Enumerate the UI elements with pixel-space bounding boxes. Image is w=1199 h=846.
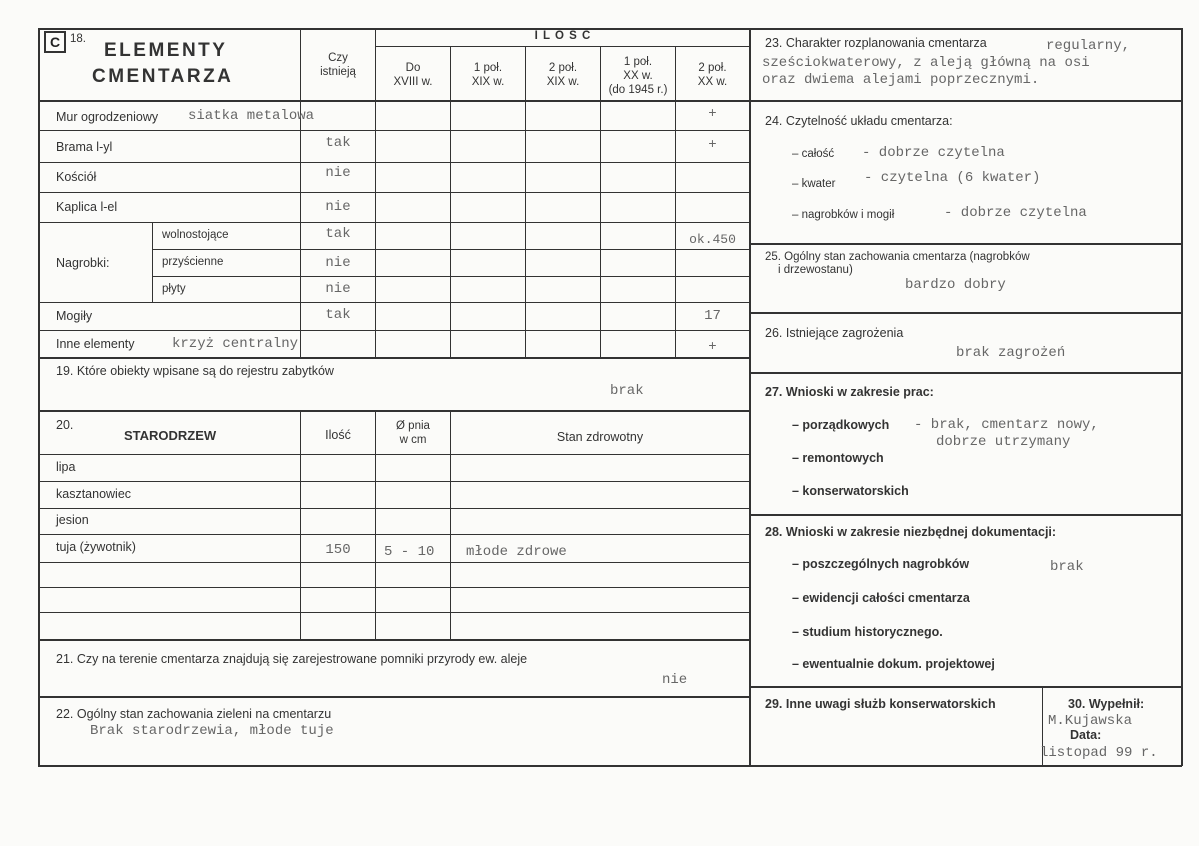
period-4-line3: (do 1945 r.)	[608, 84, 668, 96]
s24-value-2: - czytelna (6 kwater)	[864, 170, 1041, 186]
exists-header-1: Czy	[328, 52, 348, 64]
tree-row-2-name: kasztanowiec	[56, 487, 132, 501]
row-exists-gate: tak	[325, 135, 351, 151]
s28-item-1: – poszczególnych nagrobków	[792, 557, 970, 571]
s25-label-2: i drzewostanu)	[778, 264, 853, 276]
row-label-gate: Brama l-yl	[56, 140, 113, 154]
s25-value: bardzo dobry	[905, 277, 1006, 293]
period-3-line1: 2 poł.	[548, 62, 578, 74]
title-line-2: CMENTARZA	[92, 66, 234, 87]
s27-value-1b: dobrze utrzymany	[936, 434, 1071, 450]
s25-label-1: 25. Ogólny stan zachowania cmentarza (nagrobków	[765, 251, 1030, 263]
s28-label: 28. Wnioski w zakresie niezbędnej dokumentacji:	[765, 525, 1057, 539]
row-last-other: +	[708, 339, 717, 355]
s20-qty-header: Ilość	[325, 428, 351, 442]
period-5-line1: 2 poł.	[698, 62, 727, 74]
quantity-header: I L O Ś Ć	[534, 30, 592, 42]
tree-row-3-name: jesion	[56, 513, 89, 527]
period-1-line2: XVIII w.	[393, 76, 433, 88]
row-label-wall-mounted: przyścienne	[162, 256, 224, 268]
s23-value-3: oraz dwiema alejami poprzecznymi.	[762, 72, 1040, 88]
s23-value-2: sześciokwaterowy, z aleją główną na osi	[762, 55, 1090, 71]
section-letter-box	[44, 31, 66, 53]
s27-value-1: - brak, cmentarz nowy,	[914, 417, 1099, 433]
s26-label: 26. Istniejące zagrożenia	[765, 326, 904, 340]
s26-value: brak zagrożeń	[956, 345, 1066, 361]
s27-item-2: – remontowych	[792, 451, 884, 465]
s29-label: 29. Inne uwagi służb konserwatorskich	[765, 697, 996, 711]
row-last-wall: +	[708, 106, 717, 122]
section-number: 18.	[70, 33, 86, 45]
s20-dia-header-2: w cm	[399, 434, 427, 446]
s23-label: 23. Charakter rozplanowania cmentarza	[765, 36, 987, 50]
row-exists-slabs: nie	[325, 281, 351, 297]
exists-header-2: istnieją	[320, 66, 356, 78]
period-3-line2: XIX w.	[546, 76, 580, 88]
period-2-line2: XIX w.	[471, 76, 505, 88]
s20-dia-header-1: Ø pnia	[396, 420, 430, 432]
s19-value: brak	[610, 383, 644, 399]
s30-name: M.Kujawska	[1048, 713, 1133, 729]
s22-value: Brak starodrzewia, młode tuje	[90, 723, 334, 739]
row-label-church: Kościół	[56, 170, 97, 184]
s21-value: nie	[662, 672, 688, 688]
tree-row-4-dia: 5 - 10	[384, 544, 435, 560]
row-exists-graves: tak	[325, 307, 351, 323]
s30-date: listopad 99 r.	[1040, 745, 1158, 761]
row-exists-church: nie	[325, 165, 351, 181]
s27-item-1: – porządkowych	[792, 418, 890, 432]
s21-label: 21. Czy na terenie cmentarza znajdują się zarejestrowane pomniki przyrody ew. aleje	[56, 652, 528, 666]
s28-item-2: – ewidencji całości cmentarza	[792, 591, 970, 605]
row-label-chapel: Kaplica l-el	[56, 200, 118, 214]
s20-title: STARODRZEW	[124, 428, 217, 443]
period-1-line1: Do	[405, 62, 421, 74]
s20-health-header: Stan zdrowotny	[556, 430, 644, 444]
period-5-line2: XX w.	[697, 76, 728, 88]
s28-item-3: – studium historycznego.	[792, 625, 943, 639]
s30-label: 30. Wypełnił:	[1068, 697, 1145, 711]
s24-value-3: - dobrze czytelna	[944, 205, 1087, 221]
row-label-other: Inne elementy	[56, 337, 135, 351]
s24-item-3: – nagrobków i mogił	[792, 209, 895, 221]
row-label-slabs: płyty	[162, 283, 186, 295]
period-4-line2: XX w.	[623, 70, 653, 82]
s24-value-1: - dobrze czytelna	[862, 145, 1005, 161]
row-last-freestanding: ok.450	[689, 232, 736, 247]
s23-value-1: regularny,	[1046, 38, 1131, 54]
row-note-other: krzyż centralny	[172, 336, 299, 352]
s22-label: 22. Ogólny stan zachowania zieleni na cmentarzu	[56, 707, 332, 721]
s28-value-1: brak	[1050, 559, 1084, 575]
row-exists-freestanding: tak	[325, 226, 351, 242]
s24-item-2: – kwater	[792, 178, 836, 190]
title-line-1: ELEMENTY	[104, 40, 228, 61]
row-last-gate: +	[708, 137, 717, 153]
row-note-wall: siatka metalowa	[188, 108, 315, 124]
row-last-graves: 17	[704, 308, 721, 324]
s27-label: 27. Wnioski w zakresie prac:	[765, 385, 934, 399]
s28-item-4: – ewentualnie dokum. projektowej	[792, 657, 995, 671]
tree-row-4-qty: 150	[325, 542, 351, 558]
tree-row-4-name: tuja (żywotnik)	[56, 540, 136, 554]
s24-label: 24. Czytelność układu cmentarza:	[765, 114, 953, 128]
s19-label: 19. Które obiekty wpisane są do rejestru zabytków	[56, 364, 334, 378]
period-2-line1: 1 poł.	[473, 62, 503, 74]
row-label-freestanding: wolnostojące	[162, 229, 229, 241]
row-exists-wall-mounted: nie	[325, 255, 351, 271]
tombstones-label: Nagrobki:	[56, 256, 110, 270]
tree-row-1-name: lipa	[56, 460, 76, 474]
row-label-wall: Mur ogrodzeniowy	[56, 110, 159, 124]
section-letter: C	[49, 34, 61, 50]
row-label-graves: Mogiły	[56, 309, 93, 323]
s20-number: 20.	[56, 418, 74, 432]
s27-item-3: – konserwatorskich	[792, 484, 909, 498]
period-4-line1: 1 poł.	[623, 56, 653, 68]
s30-date-label: Data:	[1070, 728, 1102, 742]
row-exists-chapel: nie	[325, 199, 351, 215]
tree-row-4-health: młode zdrowe	[466, 544, 567, 560]
s24-item-1: – całość	[792, 148, 835, 160]
